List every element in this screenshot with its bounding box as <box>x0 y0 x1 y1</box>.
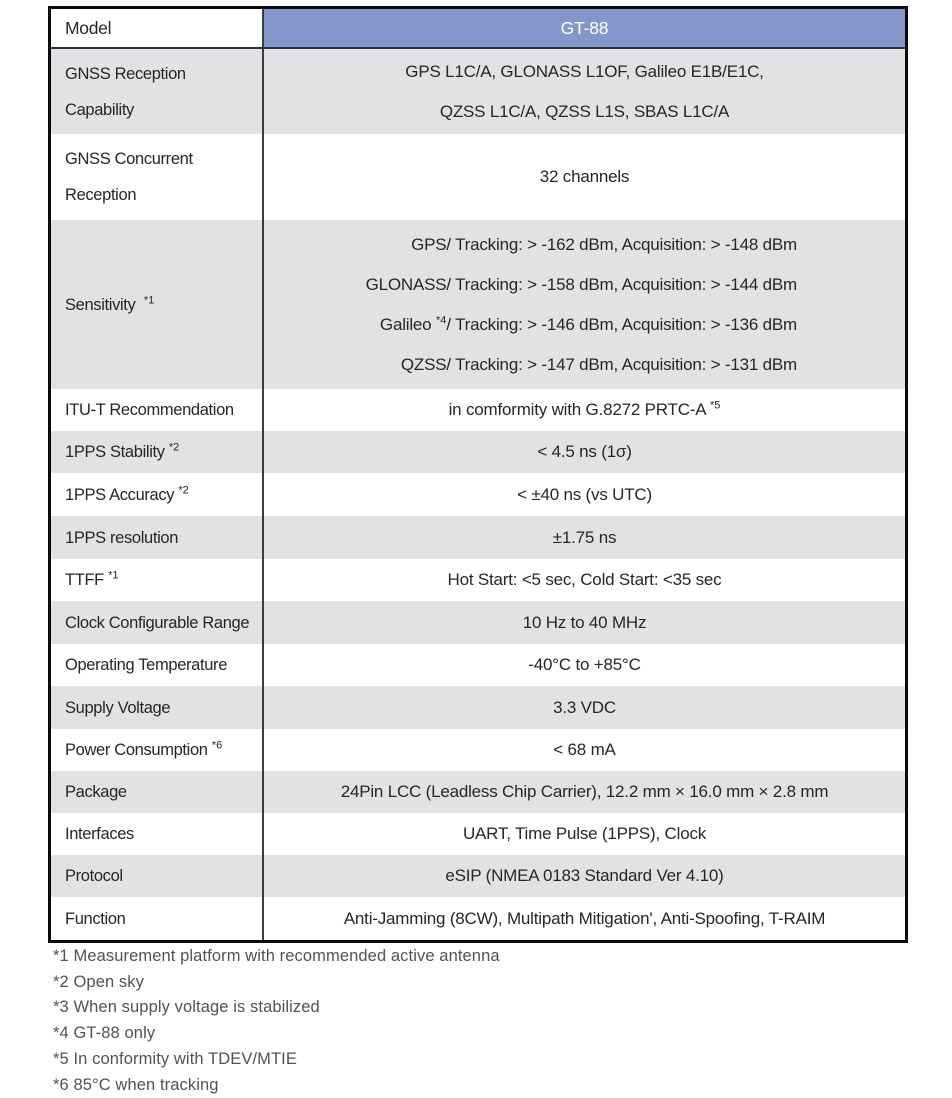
spec-row <box>51 813 905 855</box>
spec-row-label <box>51 559 264 601</box>
spec-table <box>48 6 908 943</box>
spec-row <box>51 220 905 389</box>
spec-row-label <box>51 389 264 431</box>
spec-row-label-text: Sensitivity $^{*1}$ <box>65 294 155 314</box>
spec-row-value <box>264 644 905 686</box>
spec-row-value <box>264 855 905 897</box>
footnote-line: *5 In conformity with TDEV/MTIE <box>53 1049 297 1068</box>
spec-row-label <box>51 49 264 134</box>
spec-row-label-text: Power Consumption $^{*6}$ <box>65 739 223 759</box>
spec-row-label-text: TTFF $^{*1}$ <box>65 569 119 589</box>
spec-row-label <box>51 431 264 473</box>
spec-row-value <box>264 559 905 601</box>
spec-row-label <box>51 134 264 220</box>
spec-value-line: QZSS L1C/A, QZSS L1S, SBAS L1C/A <box>439 101 730 121</box>
spec-value-line: Hot Start: <5 sec, Cold Start: <35 sec <box>447 570 722 589</box>
spec-value-line: < 4.5 ns (1σ) <box>537 442 632 461</box>
spec-row-label <box>51 897 264 940</box>
spec-row <box>51 601 905 644</box>
footnote-line: *4 GT-88 only <box>53 1024 156 1043</box>
spec-row <box>51 473 905 516</box>
spec-value-line: < 68 mA <box>553 740 616 759</box>
spec-value-line: 24Pin LCC (Leadless Chip Carrier), 12.2 mm × 16.0 mm × 2.8 mm <box>340 782 829 801</box>
spec-value-line: Anti-Jamming (8CW), Multipath Mitigation', Anti-Spoofing, T-RAIM <box>343 908 826 928</box>
spec-row-label <box>51 686 264 729</box>
spec-row-value <box>264 134 905 220</box>
spec-value-line: 10 Hz to 40 MHz <box>522 612 647 632</box>
model-header-label: Model <box>65 18 112 38</box>
spec-row-label <box>51 601 264 644</box>
spec-row-label-text: 1PPS Stability $^{*2}$ <box>65 441 180 461</box>
spec-row-label-text: Protocol <box>65 867 123 885</box>
spec-row <box>51 559 905 601</box>
spec-value-line: in comformity with G.8272 PRTC-A $^{*5}$ <box>448 399 721 419</box>
spec-value-line: QZSS/ Tracking: > -147 dBm, Acquisition: > -131 dBm <box>400 354 797 374</box>
spec-row <box>51 389 905 431</box>
spec-row-value <box>264 897 905 940</box>
spec-row-value <box>264 49 905 134</box>
spec-value-line: 32 channels <box>539 167 630 186</box>
spec-row-label-text: 1PPS resolution <box>65 528 179 547</box>
model-header-cell <box>51 9 264 47</box>
spec-value-line: GPS L1C/A, GLONASS L1OF, Galileo E1B/E1C, <box>405 61 764 81</box>
model-header-value: GT-88 <box>264 9 905 47</box>
spec-row <box>51 771 905 813</box>
spec-row-label-text: Clock Configurable Range <box>65 613 250 632</box>
spec-header-row <box>51 9 905 49</box>
spec-row-value <box>264 601 905 644</box>
spec-value-line: GLONASS/ Tracking: > -158 dBm, Acquisition: > -144 dBm <box>365 274 797 294</box>
spec-row-value <box>264 686 905 729</box>
spec-row-label-text: GNSS Concurrent Reception <box>65 150 193 204</box>
spec-row <box>51 431 905 473</box>
spec-row-label-text: Function <box>65 909 126 928</box>
spec-rows <box>51 49 905 940</box>
spec-row-label-text: 1PPS Accuracy $^{*2}$ <box>65 484 189 504</box>
spec-row <box>51 134 905 220</box>
spec-row-label-text: GNSS Reception Capability <box>65 64 186 119</box>
spec-row <box>51 897 905 940</box>
spec-row-value <box>264 813 905 855</box>
spec-row-label <box>51 516 264 559</box>
spec-row-value <box>264 389 905 431</box>
spec-value-line: GPS/ Tracking: > -162 dBm, Acquisition: > -148 dBm <box>411 234 797 254</box>
spec-row-label-text: Package <box>65 783 127 801</box>
spec-row-label-text: ITU-T Recommendation <box>65 401 234 419</box>
spec-value-line: ±1.75 ns <box>552 527 617 547</box>
spec-row <box>51 855 905 897</box>
spec-row-label <box>51 220 264 389</box>
footnote-line: *2 Open sky <box>53 972 144 991</box>
spec-row <box>51 644 905 686</box>
spec-row <box>51 49 905 134</box>
spec-row-label <box>51 644 264 686</box>
footnotes <box>53 944 500 1098</box>
spec-value-line: Galileo $^{*4}$/ Tracking: > -146 dBm, Acquisition: > -136 dBm <box>379 313 797 334</box>
spec-row-label <box>51 771 264 813</box>
spec-row <box>51 686 905 729</box>
spec-value-line: UART, Time Pulse (1PPS), Clock <box>462 824 707 843</box>
spec-row-value <box>264 771 905 813</box>
spec-row-label <box>51 855 264 897</box>
spec-row <box>51 516 905 559</box>
spec-value-line: 3.3 VDC <box>553 697 616 717</box>
spec-row-value <box>264 220 905 389</box>
spec-value-line: -40°C to +85°C <box>528 655 641 674</box>
footnote-line: *1 Measurement platform with recommended active antenna <box>53 947 500 965</box>
spec-row-label-text: Interfaces <box>65 825 134 843</box>
footnote-line: *3 When supply voltage is stabilized <box>53 998 320 1017</box>
spec-row-value <box>264 729 905 771</box>
spec-row <box>51 729 905 771</box>
spec-row-label <box>51 813 264 855</box>
spec-value-line: < ±40 ns (vs UTC) <box>517 484 652 504</box>
footnote-line: *6 85°C when tracking <box>53 1075 219 1094</box>
spec-row-label <box>51 729 264 771</box>
spec-value-line: eSIP (NMEA 0183 Standard Ver 4.10) <box>445 866 724 885</box>
spec-row-value <box>264 516 905 559</box>
spec-row-value <box>264 431 905 473</box>
spec-row-label <box>51 473 264 516</box>
spec-row-label-text: Operating Temperature <box>65 656 228 674</box>
spec-row-value <box>264 473 905 516</box>
spec-row-label-text: Supply Voltage <box>65 698 171 717</box>
